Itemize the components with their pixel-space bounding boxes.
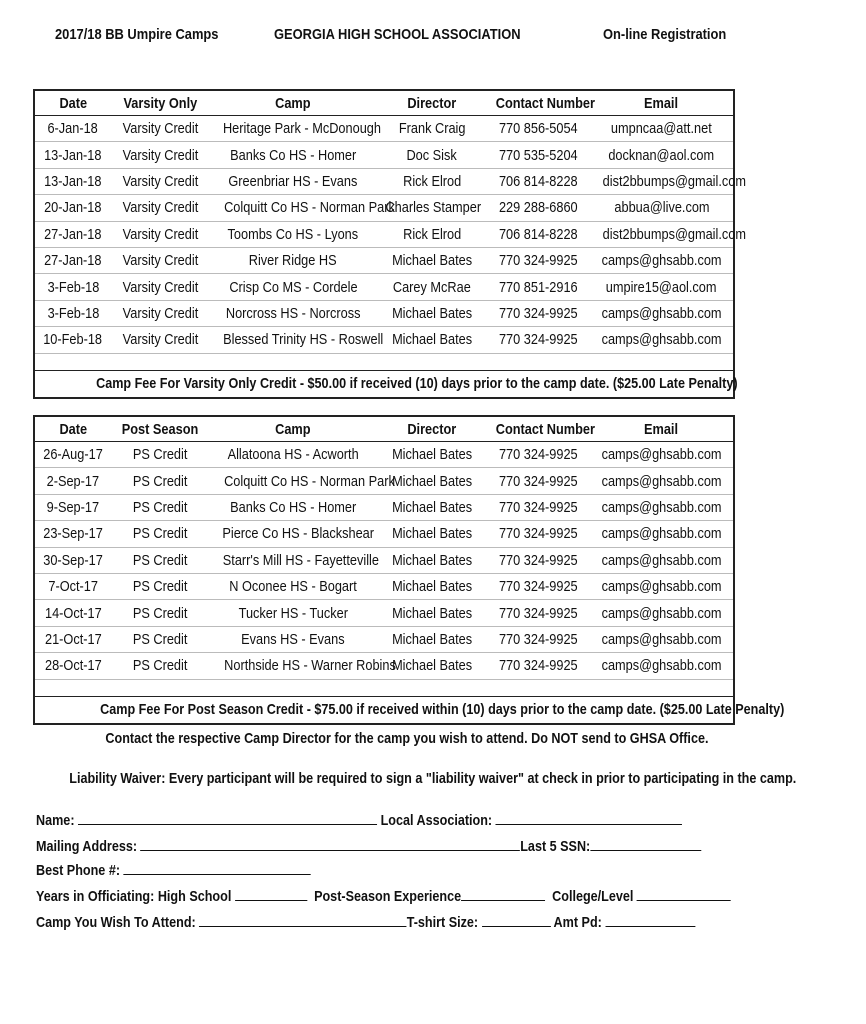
- liability-waiver-note: [0, 770, 797, 787]
- mailing-address-label: Mailing Address:: [36, 838, 138, 855]
- cell-contact: 770 856-5054: [499, 120, 578, 138]
- cell-director: Charles Stamper: [385, 199, 482, 217]
- cell-date: 20-Jan-18: [44, 199, 102, 217]
- cell-date: 7-Oct-17: [48, 578, 98, 596]
- cell-date: 28-Oct-17: [44, 657, 102, 675]
- cell-date: 30-Sep-17: [43, 551, 103, 569]
- table-row: [35, 195, 733, 221]
- cell-director: Rick Elrod: [402, 172, 462, 190]
- cell-date: 10-Feb-18: [43, 331, 103, 349]
- col-header-camp: Camp: [275, 94, 311, 112]
- cell-director: Michael Bates: [391, 498, 473, 516]
- cell-contact: 770 324-9925: [499, 525, 578, 543]
- cell-credit: Varsity Credit: [122, 331, 198, 349]
- col-header-credit: Post Season: [121, 420, 199, 438]
- cell-email: umpncaa@att.net: [611, 120, 712, 138]
- cell-director: Michael Bates: [391, 331, 473, 349]
- header-right: On-line Registration: [603, 26, 727, 43]
- cell-email: camps@ghsabb.com: [601, 498, 722, 516]
- years-officiating-label: Years in Officiating: High School: [36, 888, 232, 905]
- mailing-address-field[interactable]: [141, 836, 521, 851]
- cell-email: camps@ghsabb.com: [601, 331, 722, 349]
- table-row: [35, 626, 733, 652]
- table-row: [35, 247, 733, 273]
- form-row-address: [36, 836, 701, 855]
- cell-email: camps@ghsabb.com: [601, 252, 722, 270]
- cell-credit: PS Credit: [132, 630, 188, 648]
- table-row: [35, 521, 733, 547]
- cell-email: dist2bbumps@gmail.com: [602, 172, 746, 190]
- postseason-fee-text: Camp Fee For Post Season Credit - $75.00 if received within (10) days prior to the camp date. ($25.00 Late Penalty): [100, 700, 785, 718]
- cell-email: camps@ghsabb.com: [601, 304, 722, 322]
- cell-camp: N Oconee HS - Bogart: [229, 578, 357, 596]
- varsity-fee-note: [35, 371, 738, 397]
- cell-camp: Greenbriar HS - Evans: [228, 172, 358, 190]
- name-field[interactable]: [78, 810, 377, 825]
- amt-pd-field[interactable]: [605, 912, 695, 927]
- postseason-header-row: [35, 417, 733, 442]
- table-row: [35, 142, 733, 168]
- cell-date: 3-Feb-18: [47, 304, 99, 322]
- cell-email: camps@ghsabb.com: [601, 446, 722, 464]
- cell-director: Michael Bates: [391, 604, 473, 622]
- cell-credit: PS Credit: [132, 551, 188, 569]
- camp-wish-label: Camp You Wish To Attend:: [36, 914, 196, 931]
- name-label: Name:: [36, 812, 75, 829]
- best-phone-label: Best Phone #:: [36, 862, 121, 879]
- last5-ssn-label: Last 5 SSN:: [520, 838, 591, 855]
- cell-director: Michael Bates: [391, 472, 473, 490]
- postseason-fee-note: [35, 697, 785, 723]
- cell-camp: Toombs Co HS - Lyons: [227, 225, 359, 243]
- cell-contact: 770 324-9925: [499, 604, 578, 622]
- cell-date: 27-Jan-18: [44, 252, 102, 270]
- cell-contact: 706 814-8228: [499, 225, 578, 243]
- cell-camp: Tucker HS - Tucker: [238, 604, 348, 622]
- cell-credit: Varsity Credit: [122, 172, 198, 190]
- cell-contact: 770 324-9925: [499, 578, 578, 596]
- cell-director: Frank Craig: [398, 120, 466, 138]
- cell-email: camps@ghsabb.com: [601, 551, 722, 569]
- cell-date: 6-Jan-18: [47, 120, 99, 138]
- cell-credit: PS Credit: [132, 657, 188, 675]
- varsity-rows: [35, 116, 746, 371]
- table-row: [35, 600, 733, 626]
- header-left: 2017/18 BB Umpire Camps: [55, 26, 219, 43]
- cell-email: camps@ghsabb.com: [601, 630, 722, 648]
- contact-note-text: Contact the respective Camp Director for the camp you wish to attend. Do NOT send to GHSA Office.: [105, 730, 709, 747]
- contact-note: [22, 730, 792, 747]
- cell-date: 21-Oct-17: [44, 630, 102, 648]
- col-header-date: Date: [59, 94, 87, 112]
- cell-camp: Pierce Co HS - Blackshear: [222, 525, 375, 543]
- cell-director: Rick Elrod: [402, 225, 462, 243]
- cell-credit: PS Credit: [132, 578, 188, 596]
- cell-email: camps@ghsabb.com: [601, 525, 722, 543]
- cell-date: 3-Feb-18: [47, 278, 99, 296]
- local-association-field[interactable]: [496, 810, 682, 825]
- cell-camp: Banks Co HS - Homer: [229, 146, 357, 164]
- postseason-camps-table: [33, 415, 785, 725]
- cell-director: Michael Bates: [391, 657, 473, 675]
- postseason-experience-label: Post-Season Experience: [314, 888, 462, 905]
- cell-email: camps@ghsabb.com: [601, 578, 722, 596]
- cell-contact: 770 324-9925: [499, 630, 578, 648]
- cell-camp: Banks Co HS - Homer: [229, 498, 357, 516]
- cell-credit: Varsity Credit: [122, 120, 198, 138]
- cell-credit: PS Credit: [132, 472, 188, 490]
- best-phone-field[interactable]: [124, 860, 311, 875]
- varsity-header-row: [35, 91, 733, 116]
- cell-contact: 770 324-9925: [499, 657, 578, 675]
- cell-date: 2-Sep-17: [46, 472, 100, 490]
- cell-director: Michael Bates: [391, 304, 473, 322]
- table-row: [35, 221, 733, 247]
- cell-date: 9-Sep-17: [46, 498, 100, 516]
- tshirt-label: T-shirt Size:: [406, 914, 479, 931]
- years-officiating-field[interactable]: [235, 886, 307, 901]
- cell-contact: 770 851-2916: [499, 278, 578, 296]
- camp-wish-field[interactable]: [199, 912, 406, 927]
- table-row: [35, 168, 733, 194]
- col-header-contact: Contact Number: [495, 94, 595, 112]
- college-level-field[interactable]: [637, 886, 731, 901]
- form-row-experience: [36, 886, 731, 905]
- form-row-camp: [36, 912, 695, 931]
- cell-contact: 229 288-6860: [499, 199, 578, 217]
- col-header-camp: Camp: [275, 420, 311, 438]
- col-header-contact: Contact Number: [495, 420, 595, 438]
- col-header-date: Date: [59, 420, 87, 438]
- cell-director: Michael Bates: [391, 578, 473, 596]
- table-row: [35, 327, 733, 353]
- postseason-experience-field[interactable]: [461, 886, 545, 901]
- cell-contact: 770 324-9925: [499, 498, 578, 516]
- cell-email: camps@ghsabb.com: [601, 604, 722, 622]
- cell-date: 23-Sep-17: [43, 525, 103, 543]
- cell-email: camps@ghsabb.com: [601, 472, 722, 490]
- tshirt-field[interactable]: [482, 912, 551, 927]
- cell-email: docknan@aol.com: [608, 146, 715, 164]
- col-header-director: Director: [407, 94, 457, 112]
- cell-email: dist2bbumps@gmail.com: [602, 225, 746, 243]
- col-header-director: Director: [407, 420, 457, 438]
- varsity-camps-table: [33, 89, 746, 399]
- cell-credit: Varsity Credit: [122, 225, 198, 243]
- blank-row: [35, 679, 733, 696]
- cell-date: 13-Jan-18: [44, 172, 102, 190]
- cell-contact: 706 814-8228: [499, 172, 578, 190]
- cell-credit: PS Credit: [132, 498, 188, 516]
- cell-credit: Varsity Credit: [122, 252, 198, 270]
- cell-director: Michael Bates: [391, 551, 473, 569]
- cell-camp: Allatoona HS - Acworth: [227, 446, 359, 464]
- cell-director: Michael Bates: [391, 446, 473, 464]
- cell-director: Doc Sisk: [406, 146, 458, 164]
- cell-date: 13-Jan-18: [44, 146, 102, 164]
- cell-date: 27-Jan-18: [44, 225, 102, 243]
- cell-contact: 770 324-9925: [499, 304, 578, 322]
- cell-contact: 770 324-9925: [499, 331, 578, 349]
- varsity-fee-text: Camp Fee For Varsity Only Credit - $50.00 if received (10) days prior to the camp date. ($25.00 Late Penalty): [96, 374, 738, 392]
- last5-ssn-field[interactable]: [590, 836, 701, 851]
- cell-date: 14-Oct-17: [44, 604, 102, 622]
- postseason-rows: [35, 442, 733, 697]
- header-center: GEORGIA HIGH SCHOOL ASSOCIATION: [274, 26, 521, 43]
- local-association-label: Local Association:: [380, 812, 493, 829]
- table-row: [35, 300, 733, 326]
- table-row: [35, 468, 733, 494]
- table-row: [35, 573, 733, 599]
- cell-director: Carey McRae: [393, 278, 471, 296]
- cell-camp: Colquitt Co HS - Norman Park: [224, 199, 395, 217]
- col-header-email: Email: [644, 94, 679, 112]
- cell-contact: 770 324-9925: [499, 446, 578, 464]
- cell-camp: Heritage Park - McDonough: [222, 120, 381, 138]
- cell-email: umpire15@aol.com: [606, 278, 717, 296]
- cell-camp: Northside HS - Warner Robins: [224, 657, 396, 675]
- college-level-label: College/Level: [552, 888, 634, 905]
- form-row-name: [36, 810, 682, 829]
- cell-director: Michael Bates: [391, 252, 473, 270]
- cell-email: abbua@live.com: [613, 199, 710, 217]
- table-row: [35, 442, 733, 468]
- cell-camp: Starr's Mill HS - Fayetteville: [222, 551, 379, 569]
- form-row-phone: [36, 860, 311, 879]
- cell-camp: Crisp Co MS - Cordele: [228, 278, 358, 296]
- liability-waiver-text: Liability Waiver: Every participant will be required to sign a "liability waiver" at check in prior to participating in the camp.: [69, 770, 797, 787]
- cell-credit: Varsity Credit: [122, 304, 198, 322]
- cell-contact: 770 535-5204: [499, 146, 578, 164]
- cell-camp: Evans HS - Evans: [241, 630, 345, 648]
- cell-camp: River Ridge HS: [249, 252, 337, 270]
- cell-director: Michael Bates: [391, 525, 473, 543]
- amt-pd-label: Amt Pd:: [553, 914, 602, 931]
- table-row: [35, 547, 733, 573]
- cell-credit: Varsity Credit: [122, 278, 198, 296]
- col-header-credit: Varsity Only: [123, 94, 197, 112]
- cell-date: 26-Aug-17: [43, 446, 103, 464]
- cell-email: camps@ghsabb.com: [601, 657, 722, 675]
- table-row: [35, 494, 733, 520]
- cell-camp: Colquitt Co HS - Norman Park: [224, 472, 395, 490]
- cell-camp: Norcross HS - Norcross: [225, 304, 361, 322]
- cell-contact: 770 324-9925: [499, 252, 578, 270]
- col-header-email: Email: [644, 420, 679, 438]
- table-row: [35, 274, 733, 300]
- cell-contact: 770 324-9925: [499, 472, 578, 490]
- cell-credit: Varsity Credit: [122, 146, 198, 164]
- cell-credit: Varsity Credit: [122, 199, 198, 217]
- cell-credit: PS Credit: [132, 525, 188, 543]
- blank-row: [35, 353, 733, 370]
- cell-credit: PS Credit: [132, 446, 188, 464]
- table-row: [35, 116, 733, 142]
- cell-credit: PS Credit: [132, 604, 188, 622]
- cell-camp: Blessed Trinity HS - Roswell: [223, 331, 384, 349]
- table-row: [35, 653, 733, 679]
- cell-contact: 770 324-9925: [499, 551, 578, 569]
- cell-director: Michael Bates: [391, 630, 473, 648]
